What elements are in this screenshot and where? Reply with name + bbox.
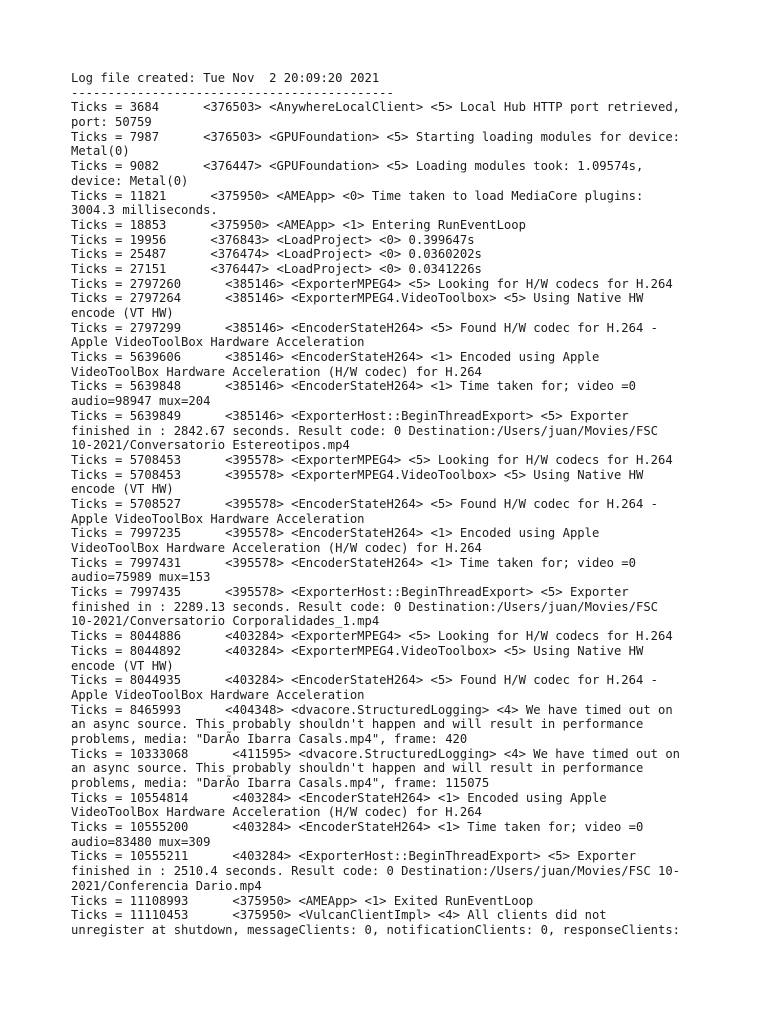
log-line: audio=98947 mux=204: [71, 394, 211, 409]
log-line: Apple VideoToolBox Hardware Acceleration: [71, 511, 365, 526]
log-line: an async source. This probably shouldn't happen and will result in performance: [71, 717, 644, 732]
log-line: Ticks = 27151 <376447> <LoadProject> <0> 0.0341226s: [71, 261, 482, 276]
log-line: Ticks = 2797299 <385146> <EncoderStateH264> <5> Found H/W codec for H.264 -: [71, 320, 658, 335]
log-line: port: 50759: [71, 115, 152, 130]
log-line: 10-2021/Conversatorio Corporalidades_1.mp4: [71, 614, 380, 629]
log-line: Ticks = 18853 <375950> <AMEApp> <1> Entering RunEventLoop: [71, 217, 526, 232]
log-line: Ticks = 11110453 <375950> <VulcanClientImpl> <4> All clients did not: [71, 908, 607, 923]
log-line: Ticks = 7997435 <395578> <ExporterHost::BeginThreadExport> <5> Exporter: [71, 585, 629, 600]
log-line: finished in : 2510.4 seconds. Result code: 0 Destination:/Users/juan/Movies/FSC 10-: [71, 864, 681, 879]
log-line: Ticks = 5708527 <395578> <EncoderStateH264> <5> Found H/W codec for H.264 -: [71, 496, 658, 511]
log-line: Ticks = 8044886 <403284> <ExporterMPEG4> <5> Looking for H/W codecs for H.264: [71, 629, 673, 644]
log-line: Ticks = 8465993 <404348> <dvacore.StructuredLogging> <4> We have timed out on: [71, 702, 673, 717]
log-line: Ticks = 8044892 <403284> <ExporterMPEG4.VideoToolbox> <5> Using Native HW: [71, 643, 644, 658]
log-line: Ticks = 5639606 <385146> <EncoderStateH264> <1> Encoded using Apple: [71, 350, 600, 365]
log-line: Ticks = 10555200 <403284> <EncoderStateH264> <1> Time taken for; video =0: [71, 820, 644, 835]
log-line: finished in : 2289.13 seconds. Result code: 0 Destination:/Users/juan/Movies/FSC: [71, 599, 658, 614]
log-line: Ticks = 7997431 <395578> <EncoderStateH264> <1> Time taken for; video =0: [71, 555, 636, 570]
log-document: [71, 71, 711, 938]
log-line: 10-2021/Conversatorio Estereotipos.mp4: [71, 438, 350, 453]
log-line: Ticks = 10554814 <403284> <EncoderStateH264> <1> Encoded using Apple: [71, 790, 607, 805]
log-line: --------------------------------------------: [71, 85, 394, 100]
log-line: Apple VideoToolBox Hardware Acceleration: [71, 335, 365, 350]
log-line: encode (VT HW): [71, 306, 174, 320]
log-line: Ticks = 5639849 <385146> <ExporterHost::BeginThreadExport> <5> Exporter: [71, 408, 629, 423]
log-line: VideoToolBox Hardware Acceleration (H/W codec) for H.264: [71, 541, 482, 555]
log-line: Ticks = 11821 <375950> <AMEApp> <0> Time taken to load MediaCore plugins:: [71, 188, 644, 203]
log-line: Ticks = 5708453 <395578> <ExporterMPEG4> <5> Looking for H/W codecs for H.264: [71, 452, 673, 467]
log-line: VideoToolBox Hardware Acceleration (H/W codec) for H.264: [71, 364, 482, 379]
log-line: device: Metal(0): [71, 173, 189, 188]
log-line: Ticks = 8044935 <403284> <EncoderStateH264> <5> Found H/W codec for H.264 -: [71, 673, 658, 688]
log-line: Ticks = 2797260 <385146> <ExporterMPEG4> <5> Looking for H/W codecs for H.264: [71, 276, 673, 291]
log-line: finished in : 2842.67 seconds. Result code: 0 Destination:/Users/juan/Movies/FSC: [71, 423, 658, 438]
log-line: Ticks = 19956 <376843> <LoadProject> <0> 0.399647s: [71, 232, 475, 247]
log-line: Ticks = 9082 <376447> <GPUFoundation> <5> Loading modules took: 1.09574s,: [71, 159, 644, 174]
log-line: problems, media: "DarÃo Ibarra Casals.mp4", frame: 420: [71, 731, 468, 746]
log-line: Ticks = 11108993 <375950> <AMEApp> <1> Exited RunEventLoop: [71, 893, 534, 908]
log-line: Metal(0): [71, 144, 130, 159]
log-line: Ticks = 5708453 <395578> <ExporterMPEG4.VideoToolbox> <5> Using Native HW: [71, 467, 644, 482]
log-line: unregister at shutdown, messageClients: 0, notificationClients: 0, responseClients:: [71, 922, 681, 937]
log-line: Ticks = 2797264 <385146> <ExporterMPEG4.VideoToolbox> <5> Using Native HW: [71, 291, 644, 306]
log-line: audio=83480 mux=309: [71, 834, 211, 849]
log-line: Ticks = 3684 <376503> <AnywhereLocalClient> <5> Local Hub HTTP port retrieved,: [71, 100, 681, 115]
log-line: encode (VT HW): [71, 482, 174, 497]
log-line: audio=75989 mux=153: [71, 570, 211, 585]
log-line: Log file created: Tue Nov 2 20:09:20 2021: [71, 71, 380, 85]
log-line: Apple VideoToolBox Hardware Acceleration: [71, 687, 365, 702]
log-line: Ticks = 25487 <376474> <LoadProject> <0> 0.0360202s: [71, 247, 482, 262]
log-line: Ticks = 7987 <376503> <GPUFoundation> <5> Starting loading modules for device:: [71, 129, 681, 144]
log-line: Ticks = 10555211 <403284> <ExporterHost::BeginThreadExport> <5> Exporter: [71, 849, 636, 864]
log-line: problems, media: "DarÃo Ibarra Casals.mp4", frame: 115075: [71, 776, 490, 790]
log-line: Ticks = 5639848 <385146> <EncoderStateH264> <1> Time taken for; video =0: [71, 379, 636, 394]
log-line: Ticks = 7997235 <395578> <EncoderStateH264> <1> Encoded using Apple: [71, 526, 600, 541]
log-line: VideoToolBox Hardware Acceleration (H/W codec) for H.264: [71, 805, 482, 820]
log-line: an async source. This probably shouldn't happen and will result in performance: [71, 761, 644, 776]
log-line: 2021/Conferencia Dario.mp4: [71, 878, 262, 893]
log-line: encode (VT HW): [71, 658, 174, 673]
log-line: 3004.3 milliseconds.: [71, 203, 218, 218]
log-line: Ticks = 10333068 <411595> <dvacore.StructuredLogging> <4> We have timed out on: [71, 746, 681, 761]
